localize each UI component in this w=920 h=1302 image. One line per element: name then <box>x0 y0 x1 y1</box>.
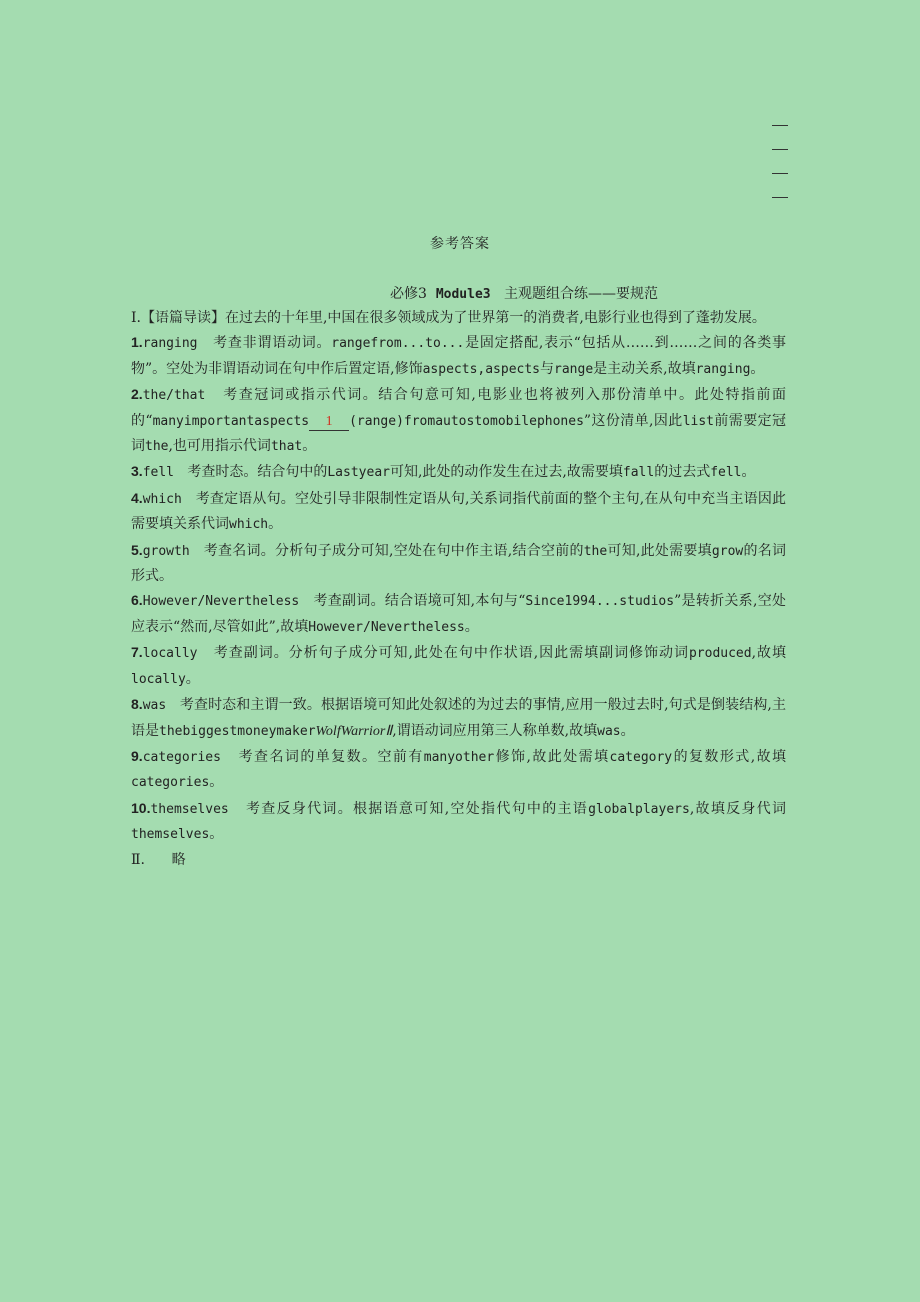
answer-item-3: 3.fell 考查时态。结合句中的Lastyear可知,此处的动作发生在过去,故需要填fall的过去式fell。 <box>131 463 756 481</box>
answer-item-10: 10.themselves 考查反身代词。根据语意可知,空处指代句中的主语globalplayers,故填反身代词themselves。 <box>131 799 786 843</box>
answer-item-7: 7.locally 考查副词。分析句子成分可知,此处在句中作状语,因此需填副词修饰动词produced,故填locally。 <box>131 644 787 687</box>
answer-content <box>131 306 786 872</box>
blank-number: 1 <box>309 414 349 431</box>
answer-word: fell <box>142 465 174 481</box>
section1-intro: Ⅰ.【语篇导读】在过去的十年里,中国在很多领域成为了世界第一的消费者,电影行业也得到了蓬勃发展。 <box>131 310 766 326</box>
answer-item-2: 2.the/that 考查冠词或指示代词。结合句意可知,电影业也将被列入那份清单中。此处特指前面的“manyimportantaspects 1 (range)fromautostomobilephones”这份清单,因此list前需要定冠词the,也可用指示代词that。 <box>131 386 786 455</box>
dash-mark <box>772 125 788 126</box>
answer-word: ranging <box>142 336 198 352</box>
answer-word: which <box>142 491 182 507</box>
dash-mark <box>772 149 788 150</box>
page-title: 参考答案 <box>430 236 490 252</box>
answer-item-4: 4.which 考查定语从句。空处引导非限制性定语从句,关系词指代前面的整个主句,在从句中充当主语因此需要填关系代词which。 <box>131 489 786 533</box>
answer-word: the/that <box>142 388 206 404</box>
dash-mark <box>772 173 788 174</box>
section2 <box>131 848 786 872</box>
section2-text: 略 <box>171 851 186 868</box>
answer-word: categories <box>142 749 221 765</box>
page-subtitle <box>0 283 920 303</box>
margin-dash-marks <box>772 125 788 221</box>
answer-word: locally <box>142 646 198 662</box>
answer-word: themselves <box>150 801 229 817</box>
subtitle-prefix: 必修3 <box>390 286 427 302</box>
answer-item-8: 8.was 考查时态和主谓一致。根据语境可知此处叙述的为过去的事情,应用一般过去时,句式是倒装结构,主语是thebiggestmoneymakerWolfWarriorⅡ,谓语动词应用第三人称单数,故填was。 <box>131 696 786 739</box>
answer-word: was <box>142 698 167 714</box>
answer-word: However/Nevertheless <box>142 594 300 610</box>
answer-word: growth <box>142 543 190 559</box>
subtitle-module: Module3 <box>435 287 491 302</box>
section2-label: Ⅱ. <box>131 851 145 868</box>
answer-item-1: 1.ranging 考查非谓语动词。rangefrom...to...是固定搭配,表示“包括从……到……之间的各类事物”。空处为非谓语动词在句中作后置定语,修饰aspects,aspects与range是主动关系,故填ranging。 <box>131 334 787 377</box>
answer-item-6: 6.However/Nevertheless 考查副词。结合语境可知,本句与“Since1994...studios”是转折关系,空处应表示“然而,尽管如此”,故填However/Nevertheless。 <box>131 592 786 635</box>
dash-mark <box>772 197 788 198</box>
section1-label: Ⅰ.【语篇导读】 <box>131 310 225 326</box>
answer-item-5: 5.growth 考查名词。分析句子成分可知,空处在句中作主语,结合空前的the可知,此处需要填grow的名词形式。 <box>131 541 786 585</box>
answer-item-9: 9.categories 考查名词的单复数。空前有manyother修饰,故此处需填category的复数形式,故填categories。 <box>131 747 787 791</box>
subtitle-suffix: 主观题组合练——要规范 <box>503 286 658 302</box>
